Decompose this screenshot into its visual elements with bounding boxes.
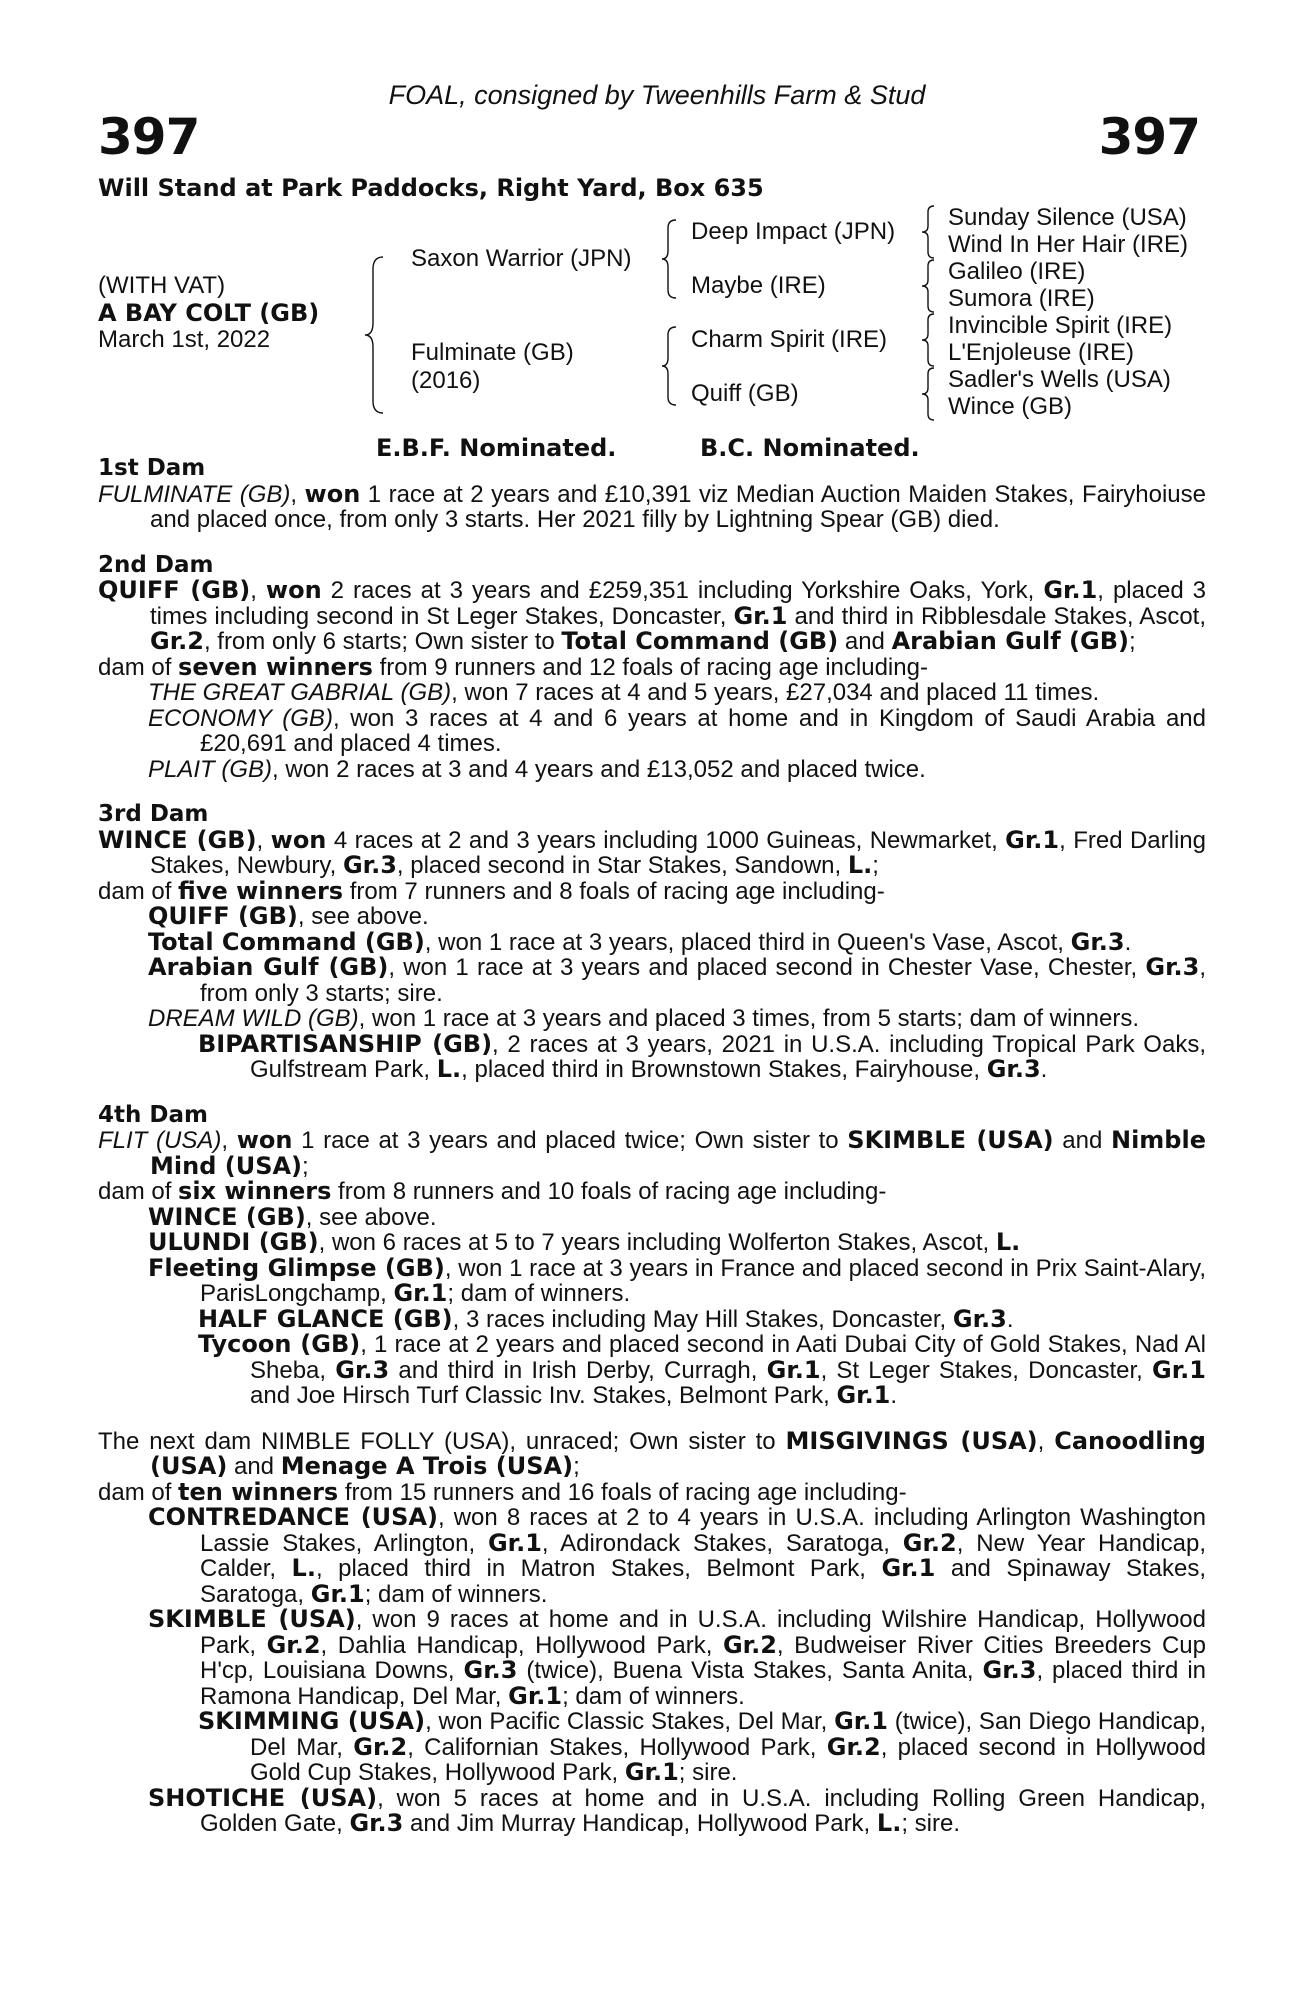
pedigree-brace-sd [920,258,942,314]
fourth-dam-entry: FLIT (USA), won 1 race at 3 years and placed twice; Own sister to SKIMBLE (USA) and Nimble Mind (USA); [98,1126,1206,1180]
third-dam-produce: dam of five winners from 7 runners and 8 foals of racing age including- [98,876,885,905]
produce-entry: ULUNDI (GB), won 6 races at 5 to 7 years including Wolferton Stakes, Ascot, L. [148,1228,1021,1256]
pedigree-brace-sire [660,218,682,300]
produce-entry: WINCE (GB), see above. [148,1202,437,1231]
sire-sire-dam: Wind In Her Hair (IRE) [948,231,1189,258]
lot-number-left: 397 [98,108,200,166]
produce-entry: PLAIT (GB), won 2 races at 3 and 4 years and £13,052 and placed twice. [148,755,926,783]
foaling-date: March 1st, 2022 [98,326,271,353]
produce-entry: BIPARTISANSHIP (GB), 2 races at 3 years, 2021 in U.S.A. including Tropical Park Oaks, Gulfstream Park, L., placed third in Brownstown Stakes, Fairyhouse, Gr.3. [198,1029,1206,1083]
produce-entry: QUIFF (GB), see above. [148,902,429,930]
produce-entry: Fleeting Glimpse (GB), won 1 race at 3 years in France and placed second in Prix Saint-Alary, ParisLongchamp, Gr.1; dam of winners. [148,1253,1206,1307]
dam-dam-dam: Wince (GB) [948,393,1073,420]
fifth-dam-produce: dam of ten winners from 15 runners and 16 foals of racing age including- [98,1477,907,1506]
dam: Fulminate (GB) [411,339,574,366]
bc-nomination: B.C. Nominated. [700,434,920,462]
fifth-dam-entry: The next dam NIMBLE FOLLY (USA), unraced; Own sister to MISGIVINGS (USA), Canoodling (USA) and Menage A Trois (USA); [98,1426,1206,1480]
sire-dam-dam: Sumora (IRE) [948,285,1095,312]
pedigree-brace-ss [920,204,942,260]
horse-name: A BAY COLT (GB) [98,299,320,327]
third-dam-entry: WINCE (GB), won 4 races at 2 and 3 years including 1000 Guineas, Newmarket, Gr.1, Fred Darling Stakes, Newbury, Gr.3, placed second in Star Stakes, Sandown, L.; [98,825,1207,879]
ebf-nomination: E.B.F. Nominated. [376,434,617,462]
fourth-dam-heading: 4th Dam [98,1101,208,1128]
consignor-line: FOAL, consigned by Tweenhills Farm & Stud [388,80,926,110]
dam-sire-sire: Invincible Spirit (IRE) [948,312,1173,339]
produce-entry: Tycoon (GB), 1 race at 2 years and placed second in Aati Dubai City of Gold Stakes, Nad Al Sheba, Gr.3 and third in Irish Derby, Curragh, Gr.1, St Leger Stakes, Doncaster, Gr.1 and Joe Hirsch Turf Classic Inv. Stakes, Belmont Park, Gr.1. [198,1330,1206,1409]
pedigree-brace-ds [920,312,942,368]
fourth-dam-produce: dam of six winners from 8 runners and 10 foals of racing age including- [98,1177,887,1205]
sire: Saxon Warrior (JPN) [411,245,632,272]
produce-entry: SKIMBLE (USA), won 9 races at home and in U.S.A. including Wilshire Handicap, Hollywood Park, Gr.2, Dahlia Handicap, Hollywood Park, Gr.2, Budweiser River Cities Breeders Cup H'cp, Louisiana Downs, Gr.3 (twice), Buena Vista Stakes, Santa Anita, Gr.3, placed third in Ramona Handicap, Del Mar, Gr.1; dam of winners. [148,1605,1207,1710]
catalogue-body [98,456,1206,1837]
stand-location: Will Stand at Park Paddocks, Right Yard, Box 635 [98,174,764,202]
sire-sire: Deep Impact (JPN) [691,218,896,245]
pedigree-brace-dd [920,366,942,422]
produce-entry: SHOTICHE (USA), won 5 races at home and in U.S.A. including Rolling Green Handicap, Golden Gate, Gr.3 and Jim Murray Handicap, Hollywood Park, L.; sire. [148,1783,1207,1837]
dam-sire: Charm Spirit (IRE) [691,326,888,353]
produce-entry: ECONOMY (GB), won 3 races at 4 and 6 years at home and in Kingdom of Saudi Arabia and £20,691 and placed 4 times. [148,704,1206,757]
first-dam-heading: 1st Dam [98,455,206,481]
pedigree-brace-main [365,255,395,415]
second-dam-entry: QUIFF (GB), won 2 races at 3 years and £259,351 including Yorkshire Oaks, York, Gr.1, placed 3 times including second in St Leger Stakes, Doncaster, Gr.1 and third in Ribblesdale Stakes, Ascot, Gr.2, from only 6 starts; Own sister to Total Command (GB) and Arabian Gulf (GB); [98,576,1207,655]
sire-dam: Maybe (IRE) [691,272,826,299]
vat-note: (WITH VAT) [98,272,226,299]
second-dam-produce: dam of seven winners from 9 runners and 12 foals of racing age including- [98,652,928,681]
dam-sire-dam: L'Enjoleuse (IRE) [948,339,1134,366]
first-dam-entry: FULMINATE (GB), won 1 race at 2 years and £10,391 viz Median Auction Maiden Stakes, Fairyhoiuse and placed once, from only 3 starts. Her 2021 filly by Lightning Spear (GB) died. [98,479,1206,533]
pedigree-brace-dam [660,325,682,407]
produce-entry: Total Command (GB), won 1 race at 3 years, placed third in Queen's Vase, Ascot, Gr.3. [148,927,1132,956]
sire-dam-sire: Galileo (IRE) [948,258,1086,285]
produce-entry: SKIMMING (USA), won Pacific Classic Stakes, Del Mar, Gr.1 (twice), San Diego Handicap, Del Mar, Gr.2, Californian Stakes, Hollywood Park, Gr.2, placed second in Hollywood Gold Cup Stakes, Hollywood Park, Gr.1; sire. [198,1707,1206,1786]
produce-entry: DREAM WILD (GB), won 1 race at 3 years and placed 3 times, from 5 starts; dam of winners. [148,1005,1140,1032]
produce-entry: CONTREDANCE (USA), won 8 races at 2 to 4 years in U.S.A. including Arlington Washington Lassie Stakes, Arlington, Gr.1, Adirondack Stakes, Saratoga, Gr.2, New Year Handicap, Calder, L., placed third in Matron Stakes, Belmont Park, Gr.1 and Spinaway Stakes, Saratoga, Gr.1; dam of winners. [148,1503,1207,1608]
dam-year: (2016) [411,367,481,394]
dam-dam: Quiff (GB) [691,380,799,407]
produce-entry: Arabian Gulf (GB), won 1 race at 3 years and placed second in Chester Vase, Chester, Gr.3, from only 3 starts; sire. [148,953,1206,1007]
dam-dam-sire: Sadler's Wells (USA) [948,366,1171,393]
second-dam-heading: 2nd Dam [98,551,214,578]
third-dam-heading: 3rd Dam [98,801,209,827]
sire-sire-sire: Sunday Silence (USA) [948,204,1187,231]
produce-entry: HALF GLANCE (GB), 3 races including May Hill Stakes, Doncaster, Gr.3. [198,1304,1014,1333]
produce-entry: THE GREAT GABRIAL (GB), won 7 races at 4 and 5 years, £27,034 and placed 11 times. [148,679,1100,706]
lot-number-right: 397 [1098,108,1200,166]
